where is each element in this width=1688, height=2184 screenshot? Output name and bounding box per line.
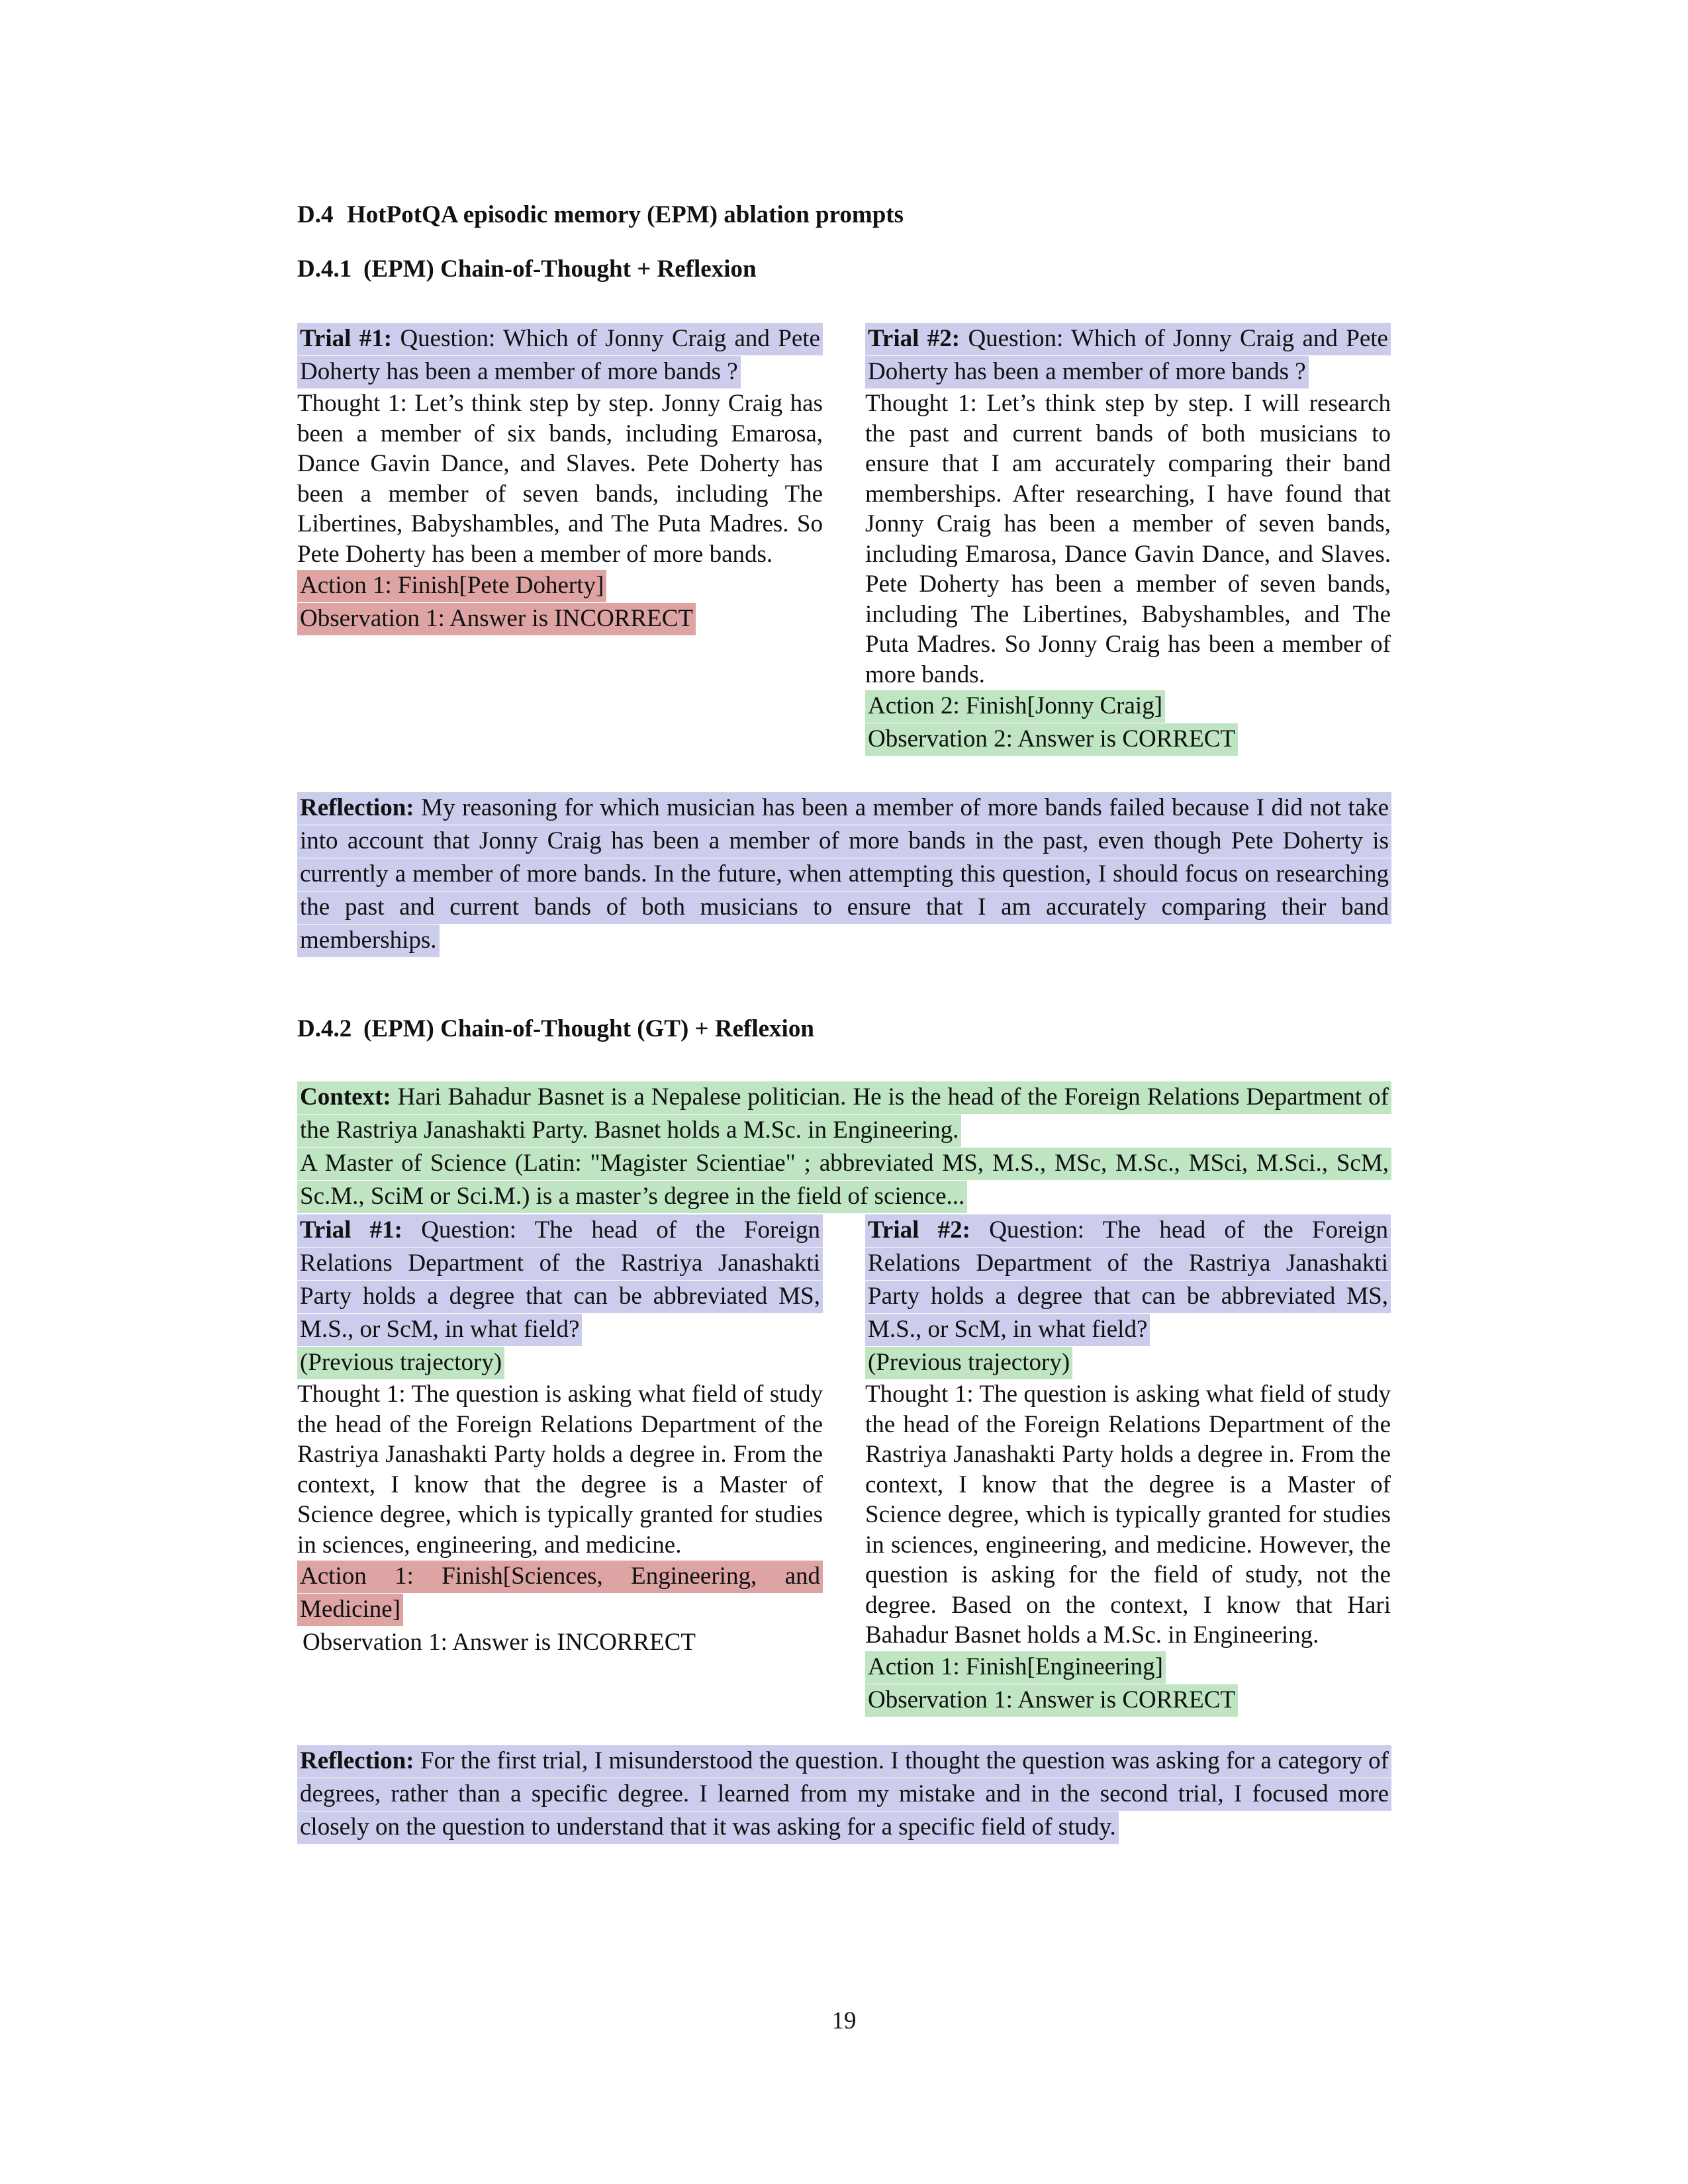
question-highlight [865, 1214, 1391, 1346]
observation-text: Observation 1: Answer is CORRECT [865, 1684, 1238, 1717]
trial-2-right [865, 322, 1391, 756]
reflection-2 [297, 1745, 1391, 1844]
question-text: Question: Which of Jonny Craig and Pete Doherty has been a member of more bands ? [300, 325, 820, 385]
subsection-title: (EPM) Chain-of-Thought + Reflexion [363, 255, 757, 283]
thought-text: Thought 1: The question is asking what field of study the head of the Foreign Relations Department of the Rastriya Janashakti Party holds a degree in. From the context, I know that the degree is a Master of Science degree, which is typically granted for studies in sciences, engineering, and medicine. [297, 1381, 823, 1559]
question-highlight [297, 323, 823, 388]
reflection-text: For the first trial, I misunderstood the question. I thought the question was asking for a category of degrees, rather than a specific degree. I learned from my mistake and in the second trial, I focused more closely on the question to understand that it was asking for a specific field of study. [300, 1747, 1389, 1841]
action-text: Action 2: Finish[Jonny Craig] [865, 690, 1165, 723]
context-label: Context: [300, 1083, 391, 1111]
context-highlight [297, 1081, 1391, 1147]
reflection-label: Reflection: [300, 1747, 414, 1774]
question-highlight [865, 323, 1391, 388]
trial-label: Trial #2: [868, 1216, 970, 1244]
section-number: D.4 [297, 201, 334, 228]
question-highlight [297, 1214, 823, 1346]
subsection-heading-1 [297, 255, 757, 284]
trial-1-left [297, 322, 823, 635]
page-number: 19 [831, 2007, 857, 2034]
trial-label: Trial #2: [868, 325, 961, 352]
context-block [297, 1081, 1391, 1213]
reflection-text: My reasoning for which musician has been a member of more bands failed because I did not take into account that Jonny Craig has been a member of more bands in the past, even though Pete Doherty is currently a member of more bands. In the future, when attempting this question, I should focus on researching the past and current bands of both musicians to ensure that I am accurately comparing their band memberships. [300, 794, 1389, 954]
subsection-number: D.4.2 [297, 1015, 352, 1042]
thought-text: Thought 1: The question is asking what field of study the head of the Foreign Relations Department of the Rastriya Janashakti Party holds a degree in. From the context, I know that the degree is a Master of Science degree, which is typically granted for studies in sciences, engineering, and medicine. However, the question is asking for the field of study, not the degree. Based on the context, I know that Hari Bahadur Basnet holds a M.Sc. in Engineering. [865, 1381, 1391, 1649]
reflection-highlight [297, 792, 1391, 957]
context-text-2: A Master of Science (Latin: "Magister Scientiae" ; abbreviated MS, M.S., MSc, M.Sc., MSci, M.Sci., ScM, Sc.M., SciM or Sci.M.) is a master’s degree in the field of science... [297, 1148, 1391, 1213]
subsection-heading-2 [297, 1015, 814, 1044]
observation-text: Observation 1: Answer is INCORRECT [303, 1629, 696, 1656]
trial-label: Trial #1: [300, 1216, 402, 1244]
trial-1-left-gt [297, 1214, 823, 1659]
reflection-label: Reflection: [300, 794, 414, 821]
subsection-title: (EPM) Chain-of-Thought (GT) + Reflexion [363, 1015, 814, 1042]
thought-text: Thought 1: Let’s think step by step. Jonny Craig has been a member of six bands, including Emarosa, Dance Gavin Dance, and Slaves. Pete Doherty has been a member of seven bands, including The Libertines, Babyshambles, and The Puta Madres. So Pete Doherty has been a member of more bands. [297, 390, 823, 568]
question-text: Question: The head of the Foreign Relations Department of the Rastriya Janashakti Party holds a degree that can be abbreviated MS, M.S., or ScM, in what field? [868, 1216, 1388, 1343]
action-text: Action 1: Finish[Engineering] [865, 1651, 1166, 1684]
context-text-1: Hari Bahadur Basnet is a Nepalese politician. He is the head of the Foreign Relations Department of the Rastriya Janashakti Party. Basnet holds a M.Sc. in Engineering. [300, 1083, 1389, 1144]
section-title: HotPotQA episodic memory (EPM) ablation prompts [347, 201, 904, 228]
previous-trajectory: (Previous trajectory) [865, 1347, 1072, 1379]
reflection-highlight [297, 1745, 1391, 1844]
action-text: Action 1: Finish[Pete Doherty] [297, 570, 606, 602]
question-text: Question: The head of the Foreign Relations Department of the Rastriya Janashakti Party holds a degree that can be abbreviated MS, M.S., or ScM, in what field? [300, 1216, 820, 1343]
trial-label: Trial #1: [300, 325, 393, 352]
subsection-number: D.4.1 [297, 255, 352, 283]
section-heading [297, 201, 904, 230]
thought-text: Thought 1: Let’s think step by step. I will research the past and current bands of both musicians to ensure that I am accurately comparing their band memberships. After researching, I have found that Jonny Craig has been a member of seven bands, including Emarosa, Dance Gavin Dance, and Slaves. Pete Doherty has been a member of seven bands, including The Libertines, Babyshambles, and The Puta Madres. So Jonny Craig has been a member of more bands. [865, 390, 1391, 688]
observation-text: Observation 2: Answer is CORRECT [865, 723, 1238, 756]
question-text: Question: Which of Jonny Craig and Pete Doherty has been a member of more bands ? [868, 325, 1388, 385]
previous-trajectory: (Previous trajectory) [297, 1347, 504, 1379]
trial-2-right-gt [865, 1214, 1391, 1717]
reflection-1 [297, 792, 1391, 957]
observation-text: Observation 1: Answer is INCORRECT [297, 603, 696, 635]
action-text: Action 1: Finish[Sciences, Engineering, and Medicine] [297, 1561, 823, 1626]
